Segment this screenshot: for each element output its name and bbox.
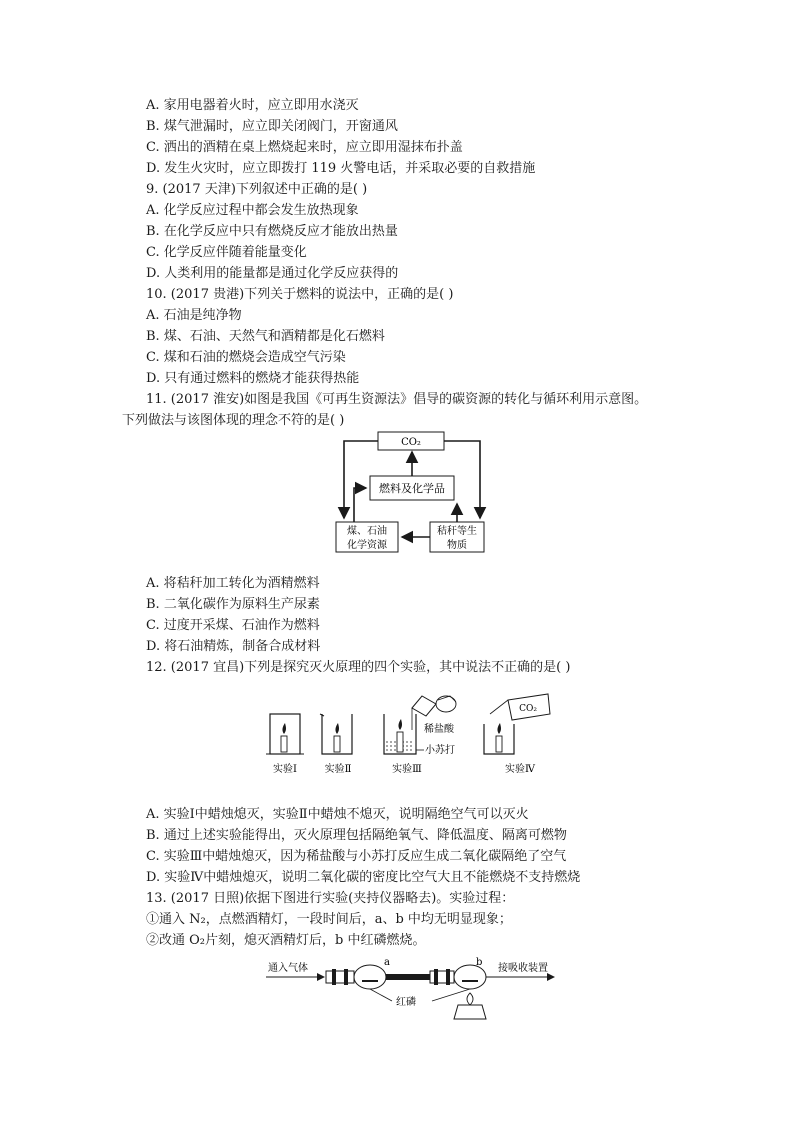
q11-option-d: D. 将石油精炼，制备合成材料 [146, 639, 321, 654]
q11-option-c: C. 过度开采煤、石油作为燃料 [146, 618, 320, 633]
label-a: a [384, 957, 390, 968]
q12-stem: 12. (2017 宜昌)下列是探究灭火原理的四个实验，其中说法不正确的是( ) [146, 660, 571, 675]
bulb-b [454, 965, 486, 989]
q9-option-b: B. 在化学反应中只有燃烧反应才能放出热量 [146, 224, 398, 239]
q8-option-a: A. 家用电器着火时，应立即用水浇灭 [146, 98, 359, 113]
q9-option-d: D. 人类利用的能量都是通过化学反应获得的 [146, 266, 399, 281]
q10-option-d: D. 只有通过燃料的燃烧才能获得热能 [146, 371, 360, 386]
fuel-label: 燃料及化学品 [379, 482, 445, 495]
experiment-1 [266, 714, 304, 754]
co2-bottle-label: CO₂ [519, 704, 537, 714]
extinguish-experiments-figure [262, 690, 552, 780]
q12-option-c: C. 实验Ⅲ中蜡烛熄灭，因为稀盐酸与小苏打反应生成二氧化碳隔绝了空气 [146, 849, 567, 864]
exp3-label: 实验Ⅲ [392, 764, 422, 775]
q9-option-c: C. 化学反应伴随着能量变化 [146, 245, 307, 260]
arrow-coal-to-fuel [354, 488, 366, 522]
q13-stem: 13. (2017 日照)依据下图进行实验(夹持仪器略去)。实验过程： [146, 891, 515, 906]
phosphorus-apparatus-figure [262, 955, 562, 1021]
exp1-label: 实验Ⅰ [273, 764, 297, 775]
alcohol-lamp [454, 1005, 486, 1019]
exp4-label: 实验Ⅳ [505, 764, 535, 775]
q9-option-a: A. 化学反应过程中都会发生放热现象 [146, 203, 359, 218]
q12-option-d: D. 实验Ⅳ中蜡烛熄灭，说明二氧化碳的密度比空气大且不能燃烧不支持燃烧 [146, 870, 581, 885]
experiment-2 [320, 714, 352, 754]
q10-stem: 10. (2017 贵港)下列关于燃料的说法中，正确的是( ) [146, 287, 454, 302]
straw-label-2: 物质 [447, 540, 467, 551]
q10-option-c: C. 煤和石油的燃烧会造成空气污染 [146, 350, 346, 365]
co2-label: CO₂ [401, 437, 421, 448]
q11-stem-line1: 11. (2017 淮安)如图是我国《可再生资源法》倡导的碳资源的转化与循环利用示意图。 [146, 392, 648, 407]
inlet-label: 通入气体 [268, 963, 308, 974]
q10-option-a: A. 石油是纯净物 [146, 308, 242, 323]
q11-option-a: A. 将秸秆加工转化为酒精燃料 [146, 576, 320, 591]
phosphorus-label: 红磷 [396, 997, 416, 1008]
straw-label-1: 秸秆等生 [437, 526, 477, 537]
q8-option-b: B. 煤气泄漏时，应立即关闭阀门，开窗通风 [146, 119, 398, 134]
carbon-cycle-diagram [330, 430, 500, 554]
label-b: b [476, 957, 483, 968]
q8-option-d: D. 发生火灾时，应立即拨打 119 火警电话，并采取必要的自救措施 [146, 161, 536, 176]
q8-option-c: C. 洒出的酒精在桌上燃烧起来时，应立即用湿抹布扑盖 [146, 140, 463, 155]
q11-stem-line2: 下列做法与该图体现的理念不符的是( ) [122, 413, 345, 428]
coal-label-2: 化学资源 [347, 540, 387, 551]
q9-stem: 9. (2017 天津)下列叙述中正确的是( ) [146, 182, 368, 197]
q10-option-b: B. 煤、石油、天然气和酒精都是化石燃料 [146, 329, 385, 344]
outlet-label: 接吸收装置 [498, 963, 548, 974]
q13-step1: ①通入 N₂，点燃酒精灯，一段时间后，a、b 中均无明显现象； [146, 912, 512, 927]
experiment-4 [484, 694, 550, 754]
coal-label-1: 煤、石油 [347, 526, 387, 537]
soda-label: 小苏打 [425, 745, 455, 756]
q12-option-b: B. 通过上述实验能得出，灭火原理包括隔绝氧气、降低温度、隔离可燃物 [146, 828, 567, 843]
exp2-label: 实验Ⅱ [324, 764, 352, 775]
q12-option-a: A. 实验Ⅰ中蜡烛熄灭，实验Ⅱ中蜡烛不熄灭，说明隔绝空气可以灭火 [146, 807, 529, 822]
q11-option-b: B. 二氧化碳作为原料生产尿素 [146, 597, 320, 612]
bulb-a [354, 965, 386, 989]
q13-step2: ②改通 O₂片刻，熄灭酒精灯后，b 中红磷燃烧。 [146, 933, 426, 948]
acid-label: 稀盐酸 [424, 724, 454, 735]
